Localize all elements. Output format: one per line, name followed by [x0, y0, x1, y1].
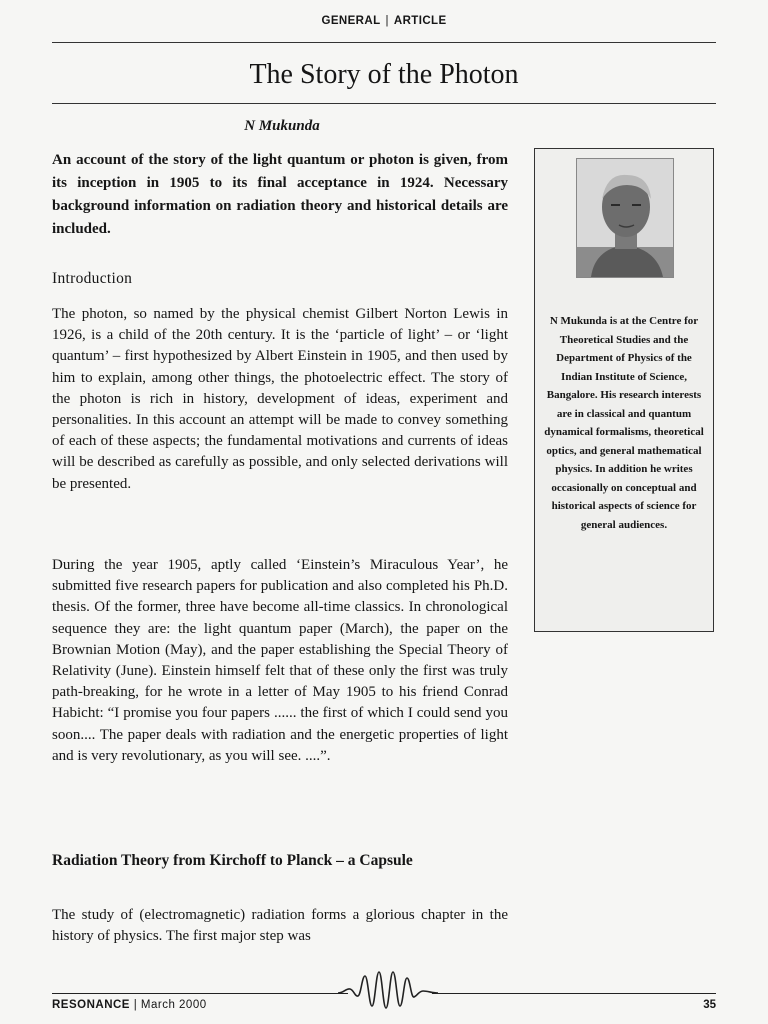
header-separator: | [385, 15, 389, 27]
footer-separator: | [133, 999, 138, 1011]
page-number: 35 [703, 999, 716, 1011]
footer-rule-right [432, 993, 716, 994]
journal-issue: March 2000 [140, 999, 207, 1011]
article-type-label: ARTICLE [393, 15, 447, 27]
author-bio: N Mukunda is at the Centre for Theoretical Studies and the Department of Physics of the Indian Institute of Science, Bangalore. His research interests are in classical and quantum dynamical formalisms, theoretical optics, and general mathematical physics. In addition he writes occasionally on conceptual and historical aspects of science for general audiences. [544, 315, 704, 531]
journal-footer [52, 999, 207, 1011]
section-heading-radiation-theory: Radiation Theory from Kirchoff to Planck – a Capsule [52, 852, 413, 869]
body-paragraph-miraculous-year: During the year 1905, aptly called ‘Einstein’s Miraculous Year’, he submitted five research papers for publication and also completed his Ph.D. thesis. Of the former, three have become all-time classics. In chronological sequence they are: the light quantum paper (March), the paper on the Brownian Motion (May), and the paper establishing the Special Theory of Relativity (June). Einstein himself felt that of these only the first was truly path-breaking, for he wrote in a letter of May 1905 to his friend Conrad Habicht: “I promise you four papers ...... the first of which I could send you soon.... The paper deals with radiation and the energetic properties of light and is very revolutionary, as you will see. ....”. [52, 557, 508, 764]
section-heading-introduction: Introduction [52, 270, 133, 287]
title-bottom-rule [52, 103, 716, 104]
body-paragraph-introduction: The photon, so named by the physical chemist Gilbert Norton Lewis in 1926, is a child of the 20th century. It is the ‘particle of light’ – or ‘light quantum’ – first hypothesized by Albert Einstein in 1905, and then used by him to explain, among other things, the photoelectric effect. The story of the photon is rich in history, development of ideas, experiment and personalities. In this account an attempt will be made to convey something of each of these aspects; the fundamental motivations and currents of ideas will be described as carefully as possible, and only selected derivations will be presented. [52, 306, 508, 492]
author-portrait [576, 158, 674, 278]
abstract: An account of the story of the light quantum or photon is given, from its inception in 1905 to its final acceptance in 1924. Necessary background information on radiation theory and historical details are included. [52, 152, 508, 237]
header-top-rule [52, 42, 716, 43]
resonance-wave-logo [336, 968, 440, 1012]
author-name: N Mukunda [244, 118, 320, 134]
journal-name: RESONANCE [52, 999, 130, 1011]
author-bio-box [534, 148, 714, 632]
article-title: The Story of the Photon [249, 59, 519, 90]
body-paragraph-radiation: The study of (electromagnetic) radiation forms a glorious chapter in the history of physics. The first major step was [52, 907, 508, 945]
header-label [0, 15, 768, 27]
footer-rule-left [52, 993, 348, 994]
section-label: GENERAL [321, 15, 381, 27]
